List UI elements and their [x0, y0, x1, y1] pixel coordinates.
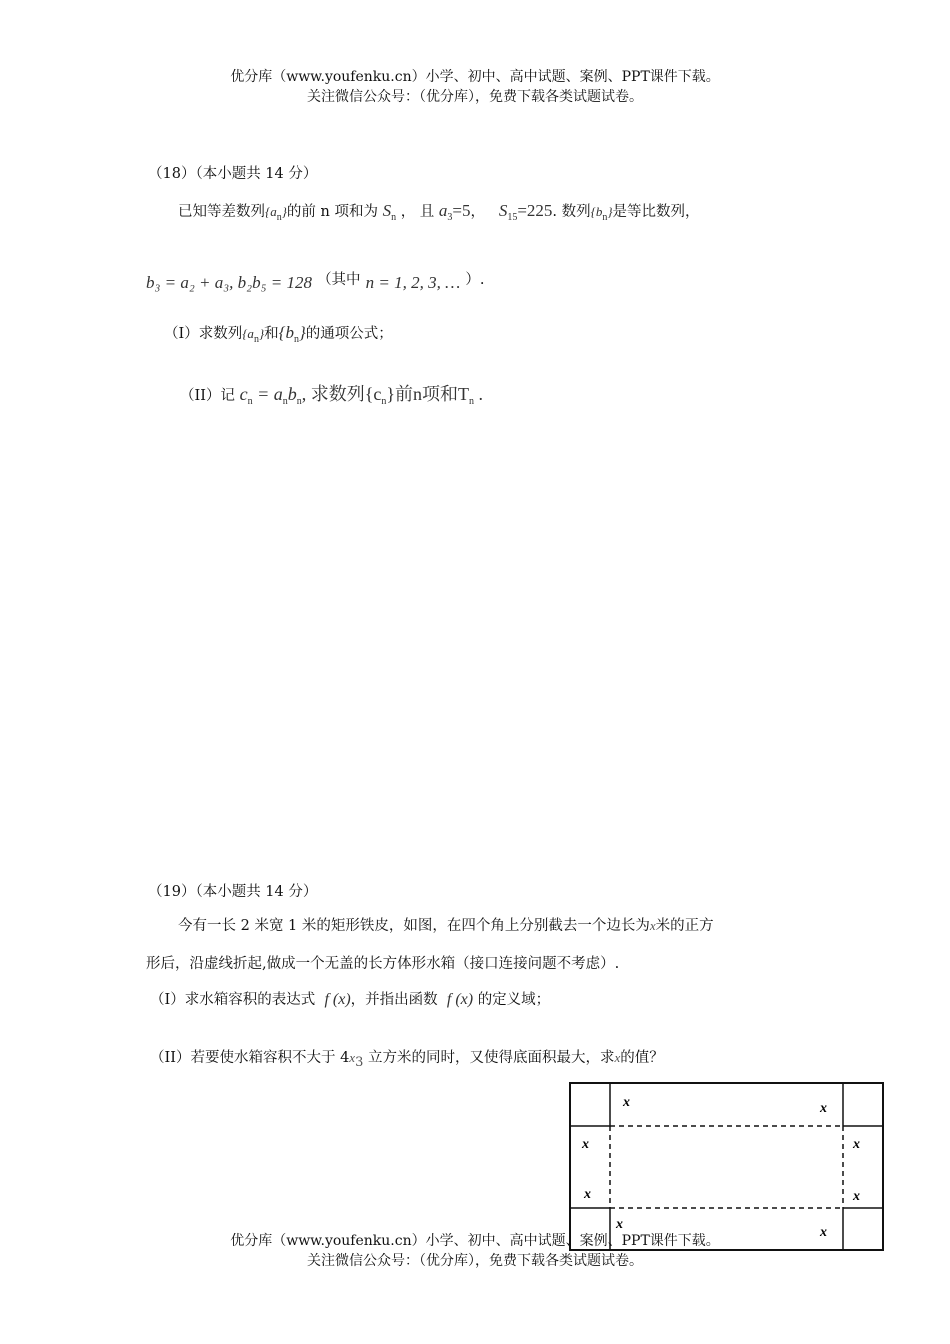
footer-line-1: 优分库（www.youfenku.cn）小学、初中、高中试题、案例、PPT课件下载。 [230, 1233, 720, 1249]
label-x: x [582, 1137, 589, 1152]
q19-part-1: （I）求水箱容积的表达式 f (x)，并指出函数 f (x) 的定义域； [150, 991, 551, 1008]
q19-part-2: （II）若要使水箱容积不大于 4x3 立方米的同时，又使得底面积最大，求x的值？ [150, 1050, 664, 1070]
q19-title: （19）（本小题共 14 分） [148, 884, 318, 900]
q18-part-2: （II）记 $c_n = a_nb_n$, 求数列$\{c_n\}$前n项和$T_n$ . [180, 384, 484, 407]
label-x: x [820, 1101, 827, 1116]
label-x: x [584, 1187, 591, 1202]
q18-part-1: （I）求数列$\{a_n\}$和$\{b_n\}$的通项公式； [164, 323, 393, 345]
q18-line-2: b₃ = a₂ + a₃, b₂b₅ = 128 （其中 n = 1, 2, 3, … ）. [146, 272, 485, 292]
label-x: x [820, 1225, 827, 1240]
header-line-1: 优分库（www.youfenku.cn）小学、初中、高中试题、案例、PPT课件下载。 [230, 69, 720, 85]
header-line-2: 关注微信公众号：（优分库），免费下载各类试题试卷。 [307, 89, 643, 105]
q18-title: （18）（本小题共 14 分） [148, 166, 318, 182]
q18-line-1: 已知等差数列$\{a_n\}$的前 n 项和为 $S_n$ ， 且 $a_3=5$， $S_{15}=225$. 数列$\{b_n\}$是等比数列， [178, 201, 700, 223]
label-x: x [853, 1137, 860, 1152]
label-x: x [623, 1095, 630, 1110]
label-x: x [853, 1189, 860, 1204]
sheet-diagram [568, 1082, 886, 1252]
footer-line-2: 关注微信公众号：（优分库），免费下载各类试题试卷。 [307, 1253, 643, 1269]
q19-body-2: 形后，沿虚线折起,做成一个无盖的长方体形水箱（接口连接问题不考虑）. [146, 956, 620, 972]
q19-body-1: 今有一长 2 米宽 1 米的矩形铁皮，如图，在四个角上分别截去一个边长为x米的正方 [178, 918, 714, 934]
label-x: x [616, 1217, 623, 1232]
